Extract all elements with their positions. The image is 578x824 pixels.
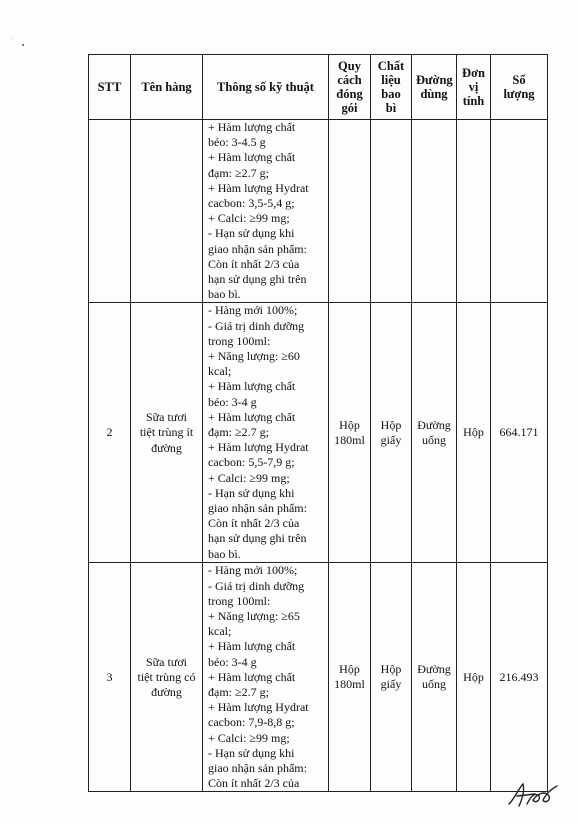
spec-line: kcal; [208,364,232,379]
header-material: Chất liệu bao bì [371,55,412,120]
cell-product-name: Sữa tươi tiệt trùng có đường [131,563,203,792]
spec-line: hạn sử dụng ghi trên [208,531,307,546]
header-route: Đường dùng [412,55,457,120]
cell-material: Hộp giấy [371,303,412,563]
cell-specifications [203,303,329,563]
spec-line: trong 100ml: [208,333,271,348]
cell-stt [89,120,131,303]
spec-line: - Hạn sử dụng khi [208,226,295,241]
header-product-name: Tên hàng [131,55,203,120]
spec-line: bao bì. [208,546,241,561]
spec-line: + Hàm lượng chất [208,639,296,654]
product-spec-table [88,54,548,792]
header-specifications: Thông số kỹ thuật [203,55,329,120]
spec-line: + Calci: ≥99 mg; [208,730,290,745]
cell-product-name: Sữa tươi tiệt trùng ít đường [131,303,203,563]
spec-line: cacbon: 5,5-7,9 g; [208,455,295,470]
header-stt: STT [89,55,131,120]
spec-line: Còn ít nhất 2/3 của [208,776,300,791]
spec-line: + Hàm lượng chất [208,150,296,165]
spec-line: Còn ít nhất 2/3 của [208,516,300,531]
spec-line: - Giá trị dinh dưỡng [208,318,305,333]
spec-line: + Hàm lượng chất [208,120,296,134]
spec-line: + Hàm lượng Hydrat [208,180,309,195]
spec-line: - Hàng mới 100%; [208,563,298,578]
scan-speck [12,38,13,39]
spec-line: + Hàm lượng Hydrat [208,440,309,455]
spec-line: kcal; [208,624,232,639]
spec-line: - Giá trị dinh dưỡng [208,578,305,593]
cell-route: Đường uống [412,563,457,792]
cell-quantity: 664.171 [491,303,548,563]
cell-unit: Hộp [457,563,491,792]
spec-line: - Hàng mới 100%; [208,303,298,318]
table-row [89,120,548,303]
spec-line: đạm: ≥2.7 g; [208,685,269,700]
spec-line: + Năng lượng: ≥65 [208,609,300,624]
spec-line: bao bì. [208,287,241,302]
table-row [89,563,548,792]
spec-line: Còn ít nhất 2/3 của [208,256,300,271]
cell-packing: Hộp 180ml [329,563,371,792]
spec-line: đạm: ≥2.7 g; [208,165,269,180]
spec-line: + Năng lượng: ≥60 [208,349,300,364]
cell-specifications [203,563,329,792]
cell-packing [329,120,371,303]
cell-quantity [491,120,548,303]
handwritten-signature [505,774,561,814]
spec-line: + Calci: ≥99 mg; [208,211,290,226]
spec-line: hạn sử dụng ghi trên [208,272,307,287]
header-unit: Đơn vị tính [457,55,491,120]
cell-unit: Hộp [457,303,491,563]
cell-material: Hộp giấy [371,563,412,792]
spec-line: béo: 3-4 g [208,654,257,669]
spec-line: - Hạn sử dụng khi [208,745,295,760]
cell-route [412,120,457,303]
spec-line: + Hàm lượng chất [208,409,296,424]
cell-stt: 2 [89,303,131,563]
spec-line: + Hàm lượng chất [208,379,296,394]
cell-unit [457,120,491,303]
cell-packing: Hộp 180ml [329,303,371,563]
cell-stt: 3 [89,563,131,792]
spec-line: - Hạn sử dụng khi [208,485,295,500]
spec-line: béo: 3-4 g [208,394,257,409]
spec-line: + Hàm lượng chất [208,669,296,684]
spec-line: giao nhận sản phẩm: [208,501,307,516]
spec-line: + Hàm lượng Hydrat [208,700,309,715]
cell-material [371,120,412,303]
spec-line: cacbon: 7,9-8,8 g; [208,715,295,730]
spec-line: + Calci: ≥99 mg; [208,470,290,485]
spec-line: đạm: ≥2.7 g; [208,425,269,440]
spec-line: giao nhận sản phẩm: [208,761,307,776]
scan-speck [22,44,24,46]
spec-line: trong 100ml: [208,593,271,608]
header-packing: Quy cách đóng gói [329,55,371,120]
cell-quantity: 216.493 [491,563,548,792]
table-header-row [89,55,548,120]
cell-route: Đường uống [412,303,457,563]
spec-line: giao nhận sản phẩm: [208,241,307,256]
cell-specifications [203,120,329,303]
spec-line: béo: 3-4.5 g [208,135,266,150]
table-row [89,303,548,563]
header-quantity: Số lượng [491,55,548,120]
spec-line: cacbon: 3,5-5,4 g; [208,196,295,211]
cell-product-name [131,120,203,303]
